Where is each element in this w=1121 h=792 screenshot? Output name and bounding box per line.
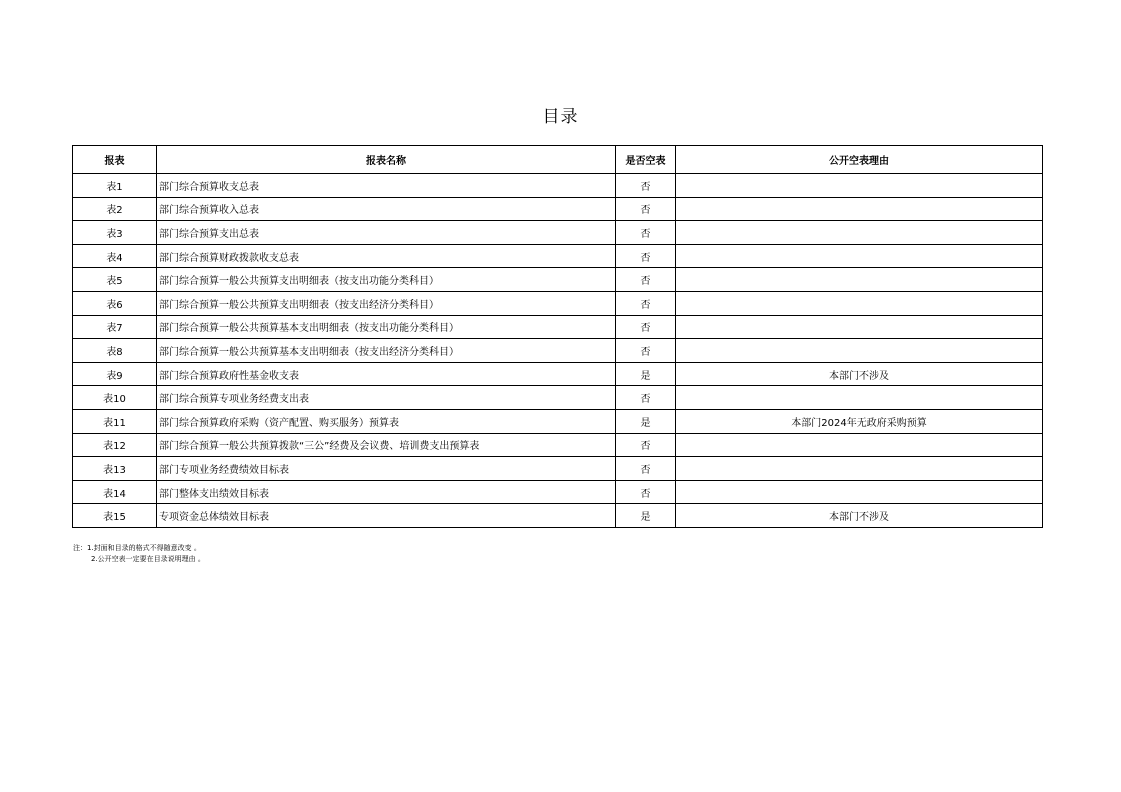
cell-table-id: 表15 (73, 504, 157, 528)
cell-table-name: 部门综合预算财政拨款收支总表 (157, 244, 616, 268)
table-row (73, 221, 1043, 245)
table-header-row (73, 146, 1043, 174)
cell-table-name: 部门综合预算政府性基金收支表 (157, 362, 616, 386)
cell-table-id: 表7 (73, 315, 157, 339)
table-row (73, 244, 1043, 268)
cell-table-id: 表12 (73, 433, 157, 457)
cell-table-id: 表6 (73, 291, 157, 315)
cell-is-empty: 否 (616, 291, 676, 315)
header-table-id: 报表 (73, 146, 157, 174)
cell-is-empty: 否 (616, 197, 676, 221)
cell-is-empty: 是 (616, 362, 676, 386)
cell-is-empty: 否 (616, 386, 676, 410)
table-row (73, 291, 1043, 315)
cell-empty-reason (676, 480, 1043, 504)
cell-table-id: 表14 (73, 480, 157, 504)
cell-table-id: 表1 (73, 174, 157, 198)
table-row (73, 504, 1043, 528)
cell-is-empty: 否 (616, 268, 676, 292)
cell-table-name: 部门综合预算一般公共预算拨款“三公”经费及会议费、培训费支出预算表 (157, 433, 616, 457)
note-line-2: 2.公开空表一定要在目录说明理由 。 (91, 555, 205, 563)
table-row (73, 386, 1043, 410)
header-table-name: 报表名称 (157, 146, 616, 174)
header-empty-reason: 公开空表理由 (676, 146, 1043, 174)
cell-table-name: 部门综合预算政府采购（资产配置、购买服务）预算表 (157, 409, 616, 433)
cell-empty-reason (676, 386, 1043, 410)
cell-empty-reason (676, 221, 1043, 245)
note-line-1: 注：1.封面和目录的格式不得随意改变 。 (73, 544, 201, 552)
table-row (73, 433, 1043, 457)
table-row (73, 480, 1043, 504)
cell-empty-reason (676, 197, 1043, 221)
cell-is-empty: 否 (616, 457, 676, 481)
cell-table-name: 部门综合预算一般公共预算基本支出明细表（按支出功能分类科目） (157, 315, 616, 339)
cell-empty-reason (676, 433, 1043, 457)
header-is-empty: 是否空表 (616, 146, 676, 174)
cell-table-name: 部门综合预算收入总表 (157, 197, 616, 221)
cell-table-id: 表11 (73, 409, 157, 433)
page-title: 目录 (542, 107, 579, 127)
cell-empty-reason: 本部门2024年无政府采购预算 (676, 409, 1043, 433)
cell-is-empty: 否 (616, 221, 676, 245)
cell-is-empty: 否 (616, 174, 676, 198)
table-row (73, 362, 1043, 386)
table-row (73, 268, 1043, 292)
cell-table-id: 表3 (73, 221, 157, 245)
cell-is-empty: 是 (616, 504, 676, 528)
cell-table-name: 部门综合预算一般公共预算支出明细表（按支出经济分类科目） (157, 291, 616, 315)
cell-is-empty: 是 (616, 409, 676, 433)
cell-is-empty: 否 (616, 244, 676, 268)
cell-table-name: 专项资金总体绩效目标表 (157, 504, 616, 528)
cell-empty-reason (676, 291, 1043, 315)
cell-table-name: 部门专项业务经费绩效目标表 (157, 457, 616, 481)
cell-empty-reason (676, 339, 1043, 363)
cell-empty-reason: 本部门不涉及 (676, 504, 1043, 528)
cell-empty-reason (676, 268, 1043, 292)
cell-table-name: 部门综合预算收支总表 (157, 174, 616, 198)
cell-empty-reason (676, 174, 1043, 198)
cell-table-id: 表4 (73, 244, 157, 268)
cell-table-id: 表5 (73, 268, 157, 292)
cell-empty-reason (676, 244, 1043, 268)
cell-table-name: 部门综合预算一般公共预算支出明细表（按支出功能分类科目） (157, 268, 616, 292)
table-row (73, 409, 1043, 433)
cell-empty-reason (676, 315, 1043, 339)
cell-empty-reason (676, 457, 1043, 481)
notes (73, 543, 205, 565)
table-row (73, 315, 1043, 339)
cell-is-empty: 否 (616, 480, 676, 504)
cell-table-id: 表2 (73, 197, 157, 221)
cell-is-empty: 否 (616, 315, 676, 339)
cell-table-id: 表8 (73, 339, 157, 363)
cell-is-empty: 否 (616, 433, 676, 457)
table-body (73, 174, 1043, 528)
cell-is-empty: 否 (616, 339, 676, 363)
cell-empty-reason: 本部门不涉及 (676, 362, 1043, 386)
cell-table-name: 部门综合预算支出总表 (157, 221, 616, 245)
cell-table-id: 表10 (73, 386, 157, 410)
cell-table-name: 部门综合预算专项业务经费支出表 (157, 386, 616, 410)
table-row (73, 339, 1043, 363)
cell-table-id: 表9 (73, 362, 157, 386)
cell-table-id: 表13 (73, 457, 157, 481)
table-row (73, 457, 1043, 481)
cell-table-name: 部门整体支出绩效目标表 (157, 480, 616, 504)
cell-table-name: 部门综合预算一般公共预算基本支出明细表（按支出经济分类科目） (157, 339, 616, 363)
catalog-table (72, 145, 1043, 528)
table-row (73, 197, 1043, 221)
table-row (73, 174, 1043, 198)
